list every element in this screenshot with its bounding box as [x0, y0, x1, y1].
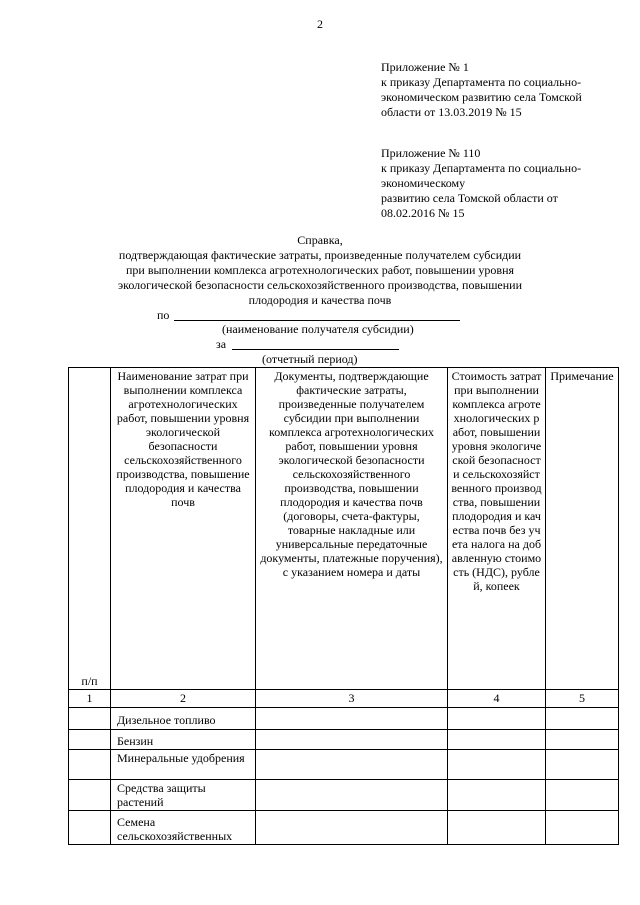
appendix-110-line: Приложение № 110: [381, 146, 481, 160]
table-row: [69, 780, 619, 811]
column-number: 3: [256, 690, 448, 708]
costs-table: [68, 367, 619, 845]
cell-cost-name: Семена сельскохозяйственных: [111, 811, 256, 845]
header-documents: Документы, подтверждающие фактические затраты, произведенные получателем субсидии при выполнении комплекса агротехнологических работ, повышении уровня экологической безопасности сельскохозяйственного производства, повышении плодородия и качества почв (договоры, счета-фактуры, товарные накладные или универсальные передаточные документы, платежные поручения), с указанием номера и даты: [256, 368, 448, 690]
appendix-110-block: [381, 146, 621, 221]
appendix-1-line: Приложение № 1: [381, 60, 469, 74]
cell-note[interactable]: [546, 750, 619, 780]
period-field-line[interactable]: [232, 349, 399, 350]
header-note: Примечание: [546, 368, 619, 690]
cell-number[interactable]: [69, 811, 111, 845]
appendix-1-line: области от 13.03.2019 № 15: [381, 105, 522, 119]
cell-note[interactable]: [546, 730, 619, 750]
cell-number[interactable]: [69, 750, 111, 780]
cell-documents[interactable]: [256, 708, 448, 730]
title-heading: Справка,: [297, 233, 343, 247]
cell-cost-name: Дизельное топливо: [111, 708, 256, 730]
cell-amount[interactable]: [448, 750, 546, 780]
cell-note[interactable]: [546, 708, 619, 730]
cell-amount[interactable]: [448, 811, 546, 845]
cell-amount[interactable]: [448, 708, 546, 730]
cell-cost-name: Средства защиты растений: [111, 780, 256, 811]
table-row: [69, 730, 619, 750]
cell-documents[interactable]: [256, 730, 448, 750]
column-number: 4: [448, 690, 546, 708]
cell-amount[interactable]: [448, 780, 546, 811]
column-numbers-row: [69, 690, 619, 708]
cell-documents[interactable]: [256, 750, 448, 780]
header-cost-name: Наименование затрат при выполнении комплекса агротехнологических работ, повышении уровня экологической безопасности сельскохозяйственного производства, повышение плодородия и качества почв: [111, 368, 256, 690]
cell-cost-name: Минеральные удобрения: [111, 750, 256, 780]
header-number: п/п: [69, 368, 111, 690]
document-title: [60, 233, 580, 308]
recipient-caption: (наименование получателя субсидии): [222, 322, 414, 336]
table-header-row: [69, 368, 619, 690]
title-line: подтверждающая фактические затраты, произведенные получателем субсидии: [118, 248, 522, 262]
period-prefix: за: [216, 337, 227, 351]
column-number: 1: [69, 690, 111, 708]
appendix-110-line: к приказу Департамента по социально-: [381, 161, 582, 175]
cell-number[interactable]: [69, 730, 111, 750]
column-number: 2: [111, 690, 256, 708]
recipient-field-line[interactable]: [174, 320, 460, 321]
cell-number[interactable]: [69, 708, 111, 730]
appendix-110-line: развитию села Томской области от: [381, 191, 558, 205]
column-number: 5: [546, 690, 619, 708]
appendix-1-line: экономическом развитию села Томской: [381, 90, 582, 104]
table-row: [69, 750, 619, 780]
appendix-1-line: к приказу Департамента по социально-: [381, 75, 582, 89]
cell-amount[interactable]: [448, 730, 546, 750]
cell-number[interactable]: [69, 780, 111, 811]
table-row: [69, 708, 619, 730]
appendix-110-line: экономическому: [381, 176, 466, 190]
cell-documents[interactable]: [256, 811, 448, 845]
recipient-prefix: по: [157, 308, 170, 322]
title-line: плодородия и качества почв: [248, 293, 392, 307]
table-row: [69, 811, 619, 845]
appendix-110-line: 08.02.2016 № 15: [381, 206, 465, 220]
cell-documents[interactable]: [256, 780, 448, 811]
page-number: 2: [317, 17, 323, 31]
title-line: экологической безопасности сельскохозяйственного производства, повышении: [117, 278, 523, 292]
cell-note[interactable]: [546, 780, 619, 811]
header-cost-amount: Стоимость затрат при выполнении комплекса агротехнологических работ, повышении уровня экологической безопасности сельскохозяйственного производства, повышении плодородия и качества почв без учета налога на добавленную стоимость (НДС), рублей, копеек: [448, 368, 546, 690]
title-line: при выполнении комплекса агротехнологических работ, повышении уровня: [125, 263, 515, 277]
cell-cost-name: Бензин: [111, 730, 256, 750]
cell-note[interactable]: [546, 811, 619, 845]
appendix-1-block: [381, 60, 621, 120]
period-caption: (отчетный период): [262, 352, 358, 366]
